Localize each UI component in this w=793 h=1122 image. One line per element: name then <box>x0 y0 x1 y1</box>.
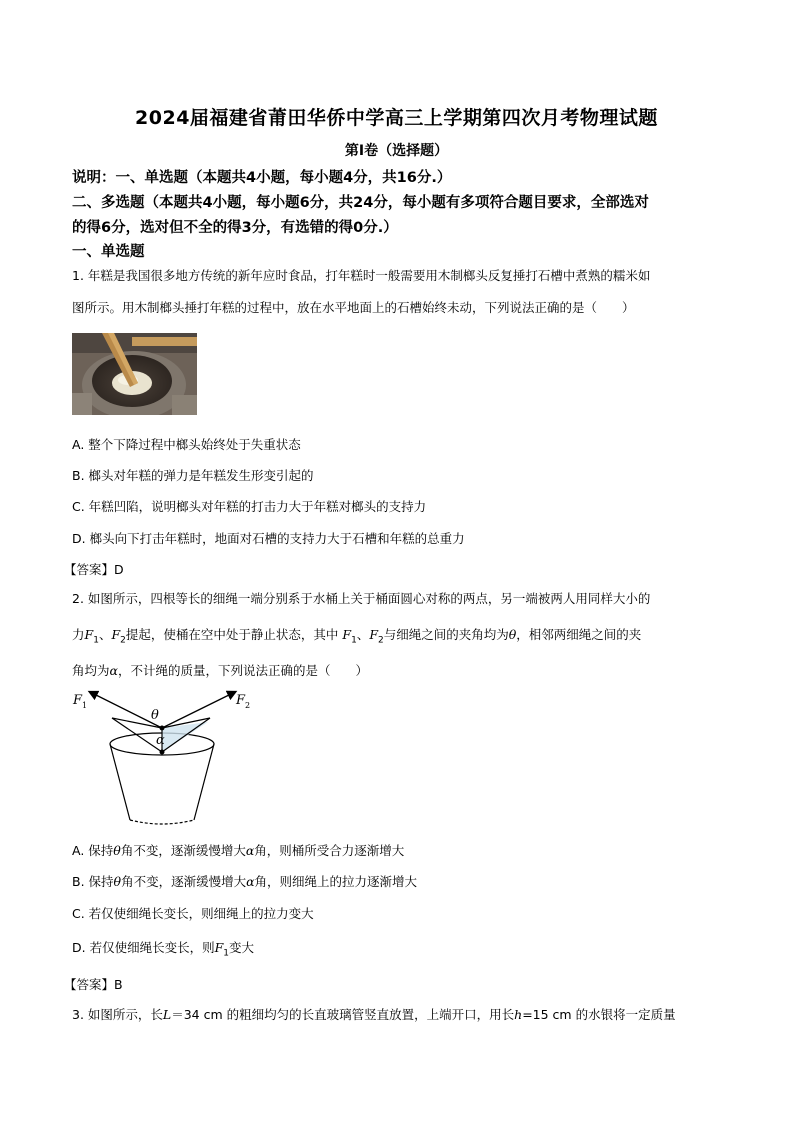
q2-stem-line-3: 角均为α，不计绳的质量，下列说法正确的是（ ） <box>72 663 368 678</box>
svg-text:1: 1 <box>82 701 88 710</box>
q1-stem-line-1: 1. 年糕是我国很多地方传统的新年应时食品，打年糕时一般需要用木制榔头反复捶打石槽中煮熟的糯米如 <box>72 268 651 283</box>
svg-text:2: 2 <box>245 701 251 710</box>
label-alpha: α <box>156 733 165 748</box>
exam-title: 2024届福建省莆田华侨中学高三上学期第四次月考物理试题 <box>135 107 658 129</box>
q1-rice-cake-photo <box>72 333 197 415</box>
q1-answer: 【答案】D <box>64 562 124 577</box>
q1-option-a: A. 整个下降过程中榔头始终处于失重状态 <box>72 437 301 452</box>
q1-option-b: B. 榔头对年糕的弹力是年糕发生形变引起的 <box>72 468 314 483</box>
q1-option-c: C. 年糕凹陷，说明榔头对年糕的打击力大于年糕对榔头的支持力 <box>72 499 427 514</box>
q2-option-b: B. 保持θ角不变，逐渐缓慢增大α角，则细绳上的拉力逐渐增大 <box>72 874 418 889</box>
volume-heading: 第Ⅰ卷（选择题） <box>344 143 449 159</box>
q2-option-c: C. 若仅使细绳长变长，则细绳上的拉力变大 <box>72 906 314 921</box>
q1-stem-line-2: 图所示。用木制榔头捶打年糕的过程中，放在水平地面上的石槽始终未动，下列说法正确的是（ ） <box>72 300 635 315</box>
label-theta: θ <box>151 708 159 723</box>
q2-bucket-diagram <box>70 688 260 828</box>
q1-option-d: D. 榔头向下打击年糕时，地面对石槽的支持力大于石槽和年糕的总重力 <box>72 531 465 546</box>
q2-stem-line-1: 2. 如图所示，四根等长的细绳一端分别系于水桶上关于桶面圆心对称的两点，另一端被两人用同样大小的 <box>72 591 651 606</box>
instructions-line-1: 说明：一、单选题（本题共4小题，每小题4分，共16分.） <box>72 170 452 186</box>
label-f2: F <box>236 693 246 708</box>
q2-option-a: A. 保持θ角不变，逐渐缓慢增大α角，则桶所受合力逐渐增大 <box>72 843 405 858</box>
q2-answer: 【答案】B <box>64 977 123 992</box>
q3-stem-line-1: 3. 如图所示，长L＝34 cm 的粗细均匀的长直玻璃管竖直放置，上端开口，用长h=15 cm 的水银将一定质量 <box>72 1007 676 1022</box>
instructions-line-2: 二、多选题（本题共4小题，每小题6分，共24分，每小题有多项符合题目要求，全部选对 <box>72 195 649 211</box>
instructions-line-3: 的得6分，选对但不全的得3分，有选错的得0分.） <box>72 220 398 236</box>
section-heading-single-choice: 一、单选题 <box>72 244 145 260</box>
q2-option-d: D. 若仅使细绳长变长，则$F_1$变大 <box>72 940 255 959</box>
label-f1: F <box>73 693 83 708</box>
q2-stem-line-2: 力$F_1$、$F_2$提起，使桶在空中处于静止状态，其中 $F_1$、$F_2$与细绳之间的夹角均为θ，相邻两细绳之间的夹 <box>72 627 642 646</box>
